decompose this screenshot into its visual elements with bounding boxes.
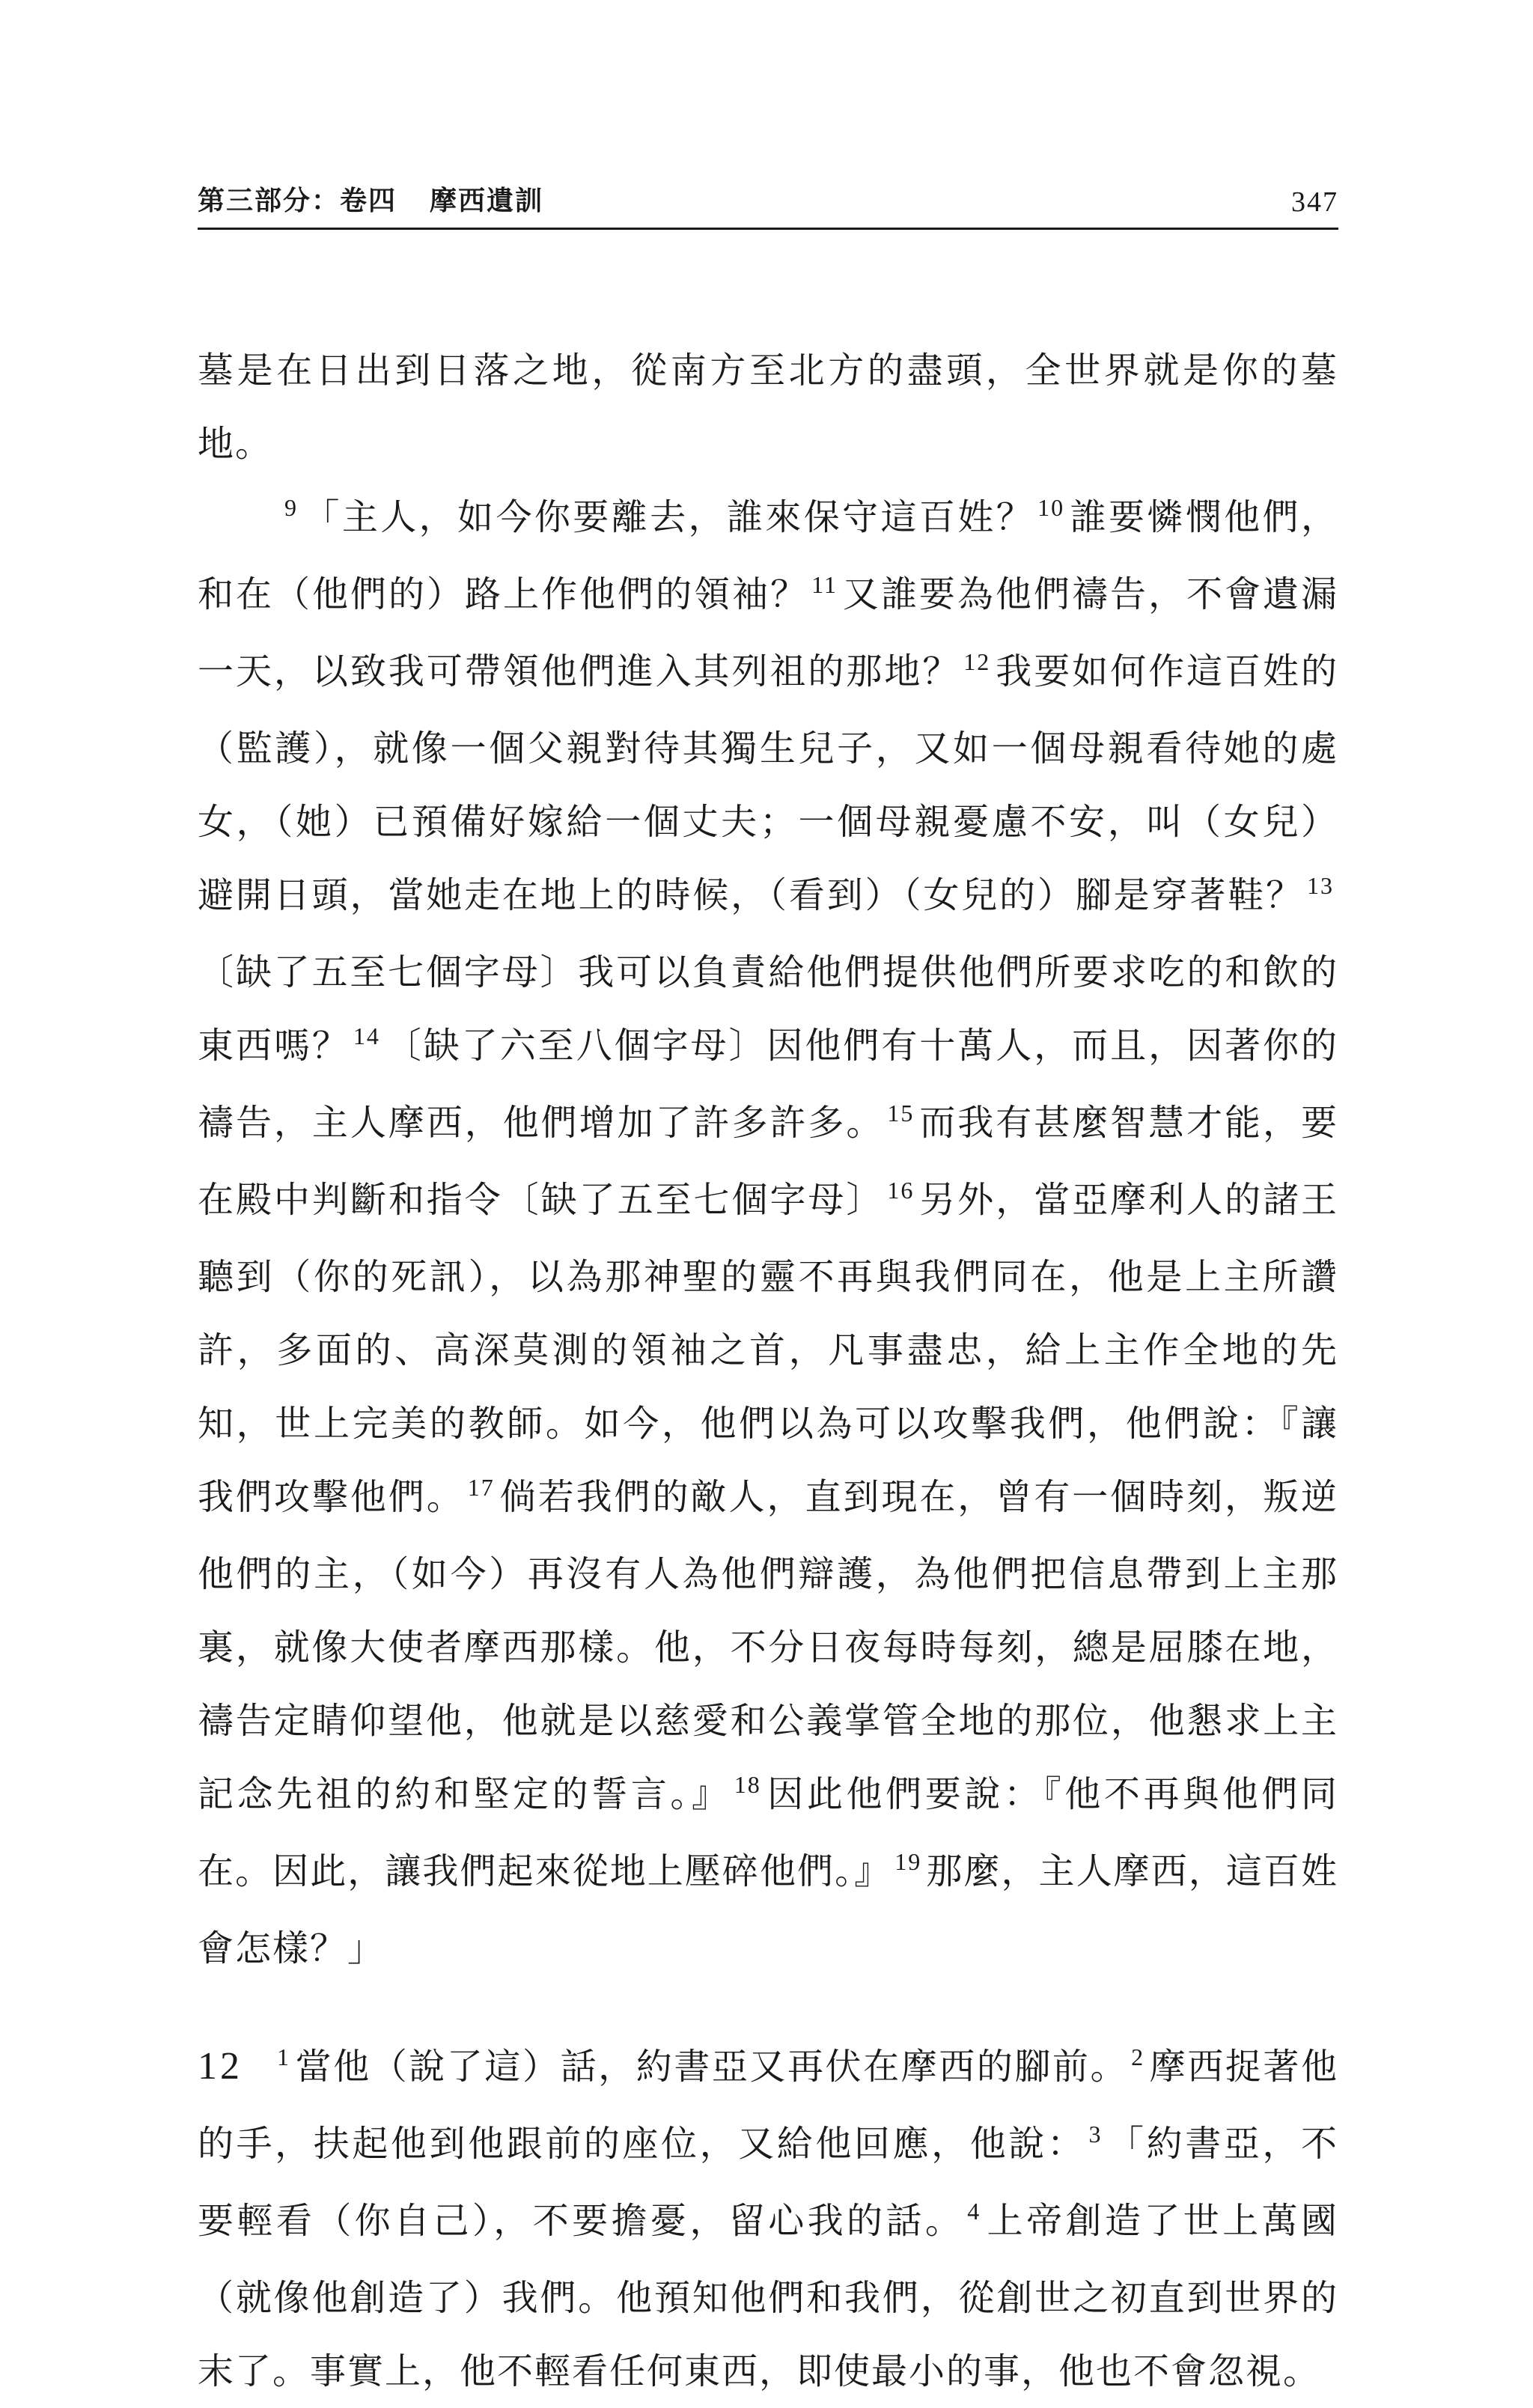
verse-17 [198, 1476, 1338, 1815]
page-header [198, 177, 1338, 230]
verse-number: 4 [967, 2198, 981, 2225]
verse-number: 12 [963, 648, 991, 675]
verse-text: 上帝創造了世上萬國（就像他創造了）我們。他預知他們和我們，從創世之初直到世界的末了。事實上，他不輕看任何東西，即使最小的事，他也不會忽視。 [198, 2200, 1338, 2392]
verse-number: 14 [353, 1022, 380, 1049]
paragraph-text: 墓是在日出到日落之地，從南方至北方的盡頭，全世界就是你的墓地。 [198, 350, 1338, 465]
verse-text: 〔缺了五至七個字母〕我可以負責給他們提供他們所要求吃的和飲的東西嗎？ [198, 951, 1338, 1067]
paragraph-chapter-12 [198, 2030, 1338, 2408]
verse-number: 19 [894, 1848, 922, 1875]
verse-number: 13 [1307, 872, 1334, 899]
verse-number: 1 [277, 2043, 290, 2070]
verse-text: 當他（說了這）話，約書亞又再伏在摩西的腳前。 [295, 2046, 1129, 2088]
verse-number: 18 [734, 1771, 761, 1798]
verse-number: 2 [1131, 2043, 1145, 2070]
verse-text: 而我有甚麼智慧才能，要在殿中判斷和指令〔缺了五至七個字母〕 [198, 1102, 1338, 1221]
verse-number: 9 [284, 494, 298, 521]
verse-text: 另外，當亞摩利人的諸王聽到（你的死訊），以為那神聖的靈不再與我們同在，他是上主所讚許，多面的、高深莫測的領袖之首，凡事盡忠，給上主作全地的先知，世上完美的教師。如今，他們以為可以攻擊我們，他們說：『讓我們攻擊他們。 [198, 1179, 1338, 1518]
verse-text: 又誰要為他們禱告，不會遺漏一天，以致我可帶領他們進入其列祖的那地？ [198, 573, 1338, 692]
verse-number: 10 [1037, 494, 1065, 521]
verse-number: 3 [1088, 2121, 1103, 2148]
paragraph-verses-9-19 [198, 481, 1338, 1985]
verse-number: 16 [887, 1177, 915, 1204]
verse-text: 「主人，如今你要離去，誰來保守這百姓？ [302, 496, 1035, 538]
verse-text: 那麼，主人摩西，這百姓會怎樣？」 [198, 1850, 1338, 1969]
paragraph-continuation [198, 334, 1338, 481]
verse-text: 〔缺了六至八個字母〕因他們有十萬人，而且，因著你的禱告，主人摩西，他們增加了許多許多。 [198, 1025, 1338, 1144]
verse-text: 誰要憐憫他們，和在（他們的）路上作他們的領袖？ [198, 496, 1338, 615]
running-head [198, 180, 543, 218]
chapter-number: 12 [198, 2045, 243, 2088]
verse-text: 倘若我們的敵人，直到現在，曾有一個時刻，叛逆他們的主，（如今）再沒有人為他們辯護，為他們把信息帶到上主那裏，就像大使者摩西那樣。他，不分日夜每時每刻，總是屈膝在地，禱告定睛仰望他，他就是以慈愛和公義掌管全地的那位，他懇求上主記念先祖的約和堅定的誓言。』 [198, 1476, 1338, 1815]
running-head-chapter-title: 摩西遺訓 [430, 186, 544, 216]
text-block [198, 334, 1338, 2408]
verse-number: 17 [467, 1474, 495, 1501]
verse-9 [281, 496, 1034, 538]
verse-16 [198, 1179, 1338, 1518]
verse-text: 摩西捉著他的手，扶起他到他跟前的座位，又給他回應，他說： [198, 2046, 1338, 2165]
verse-text: 我要如何作這百姓的（監護），就像一個父親對待其獨生兒子，又如一個母親看待她的處女，（她）已預備好嫁給一個丈夫；一個母親憂慮不安，叫（女兒）避開日頭，當她走在地上的時候，（看到）（女兒的）腳是穿著鞋？ [198, 650, 1338, 916]
running-head-section: 第三部分：卷四 [198, 186, 397, 216]
verse-text: 因此他們要說：『他不再與他們同在。因此，讓我們起來從地上壓碎他們。』 [198, 1773, 1338, 1892]
page-number: 347 [1291, 186, 1338, 218]
verse-number: 11 [811, 571, 838, 598]
verse-text: 「約書亞，不要輕看（你自己），不要擔憂，留心我的話。 [198, 2123, 1338, 2242]
verse-1 [274, 2043, 1129, 2088]
verse-number: 15 [887, 1100, 915, 1127]
